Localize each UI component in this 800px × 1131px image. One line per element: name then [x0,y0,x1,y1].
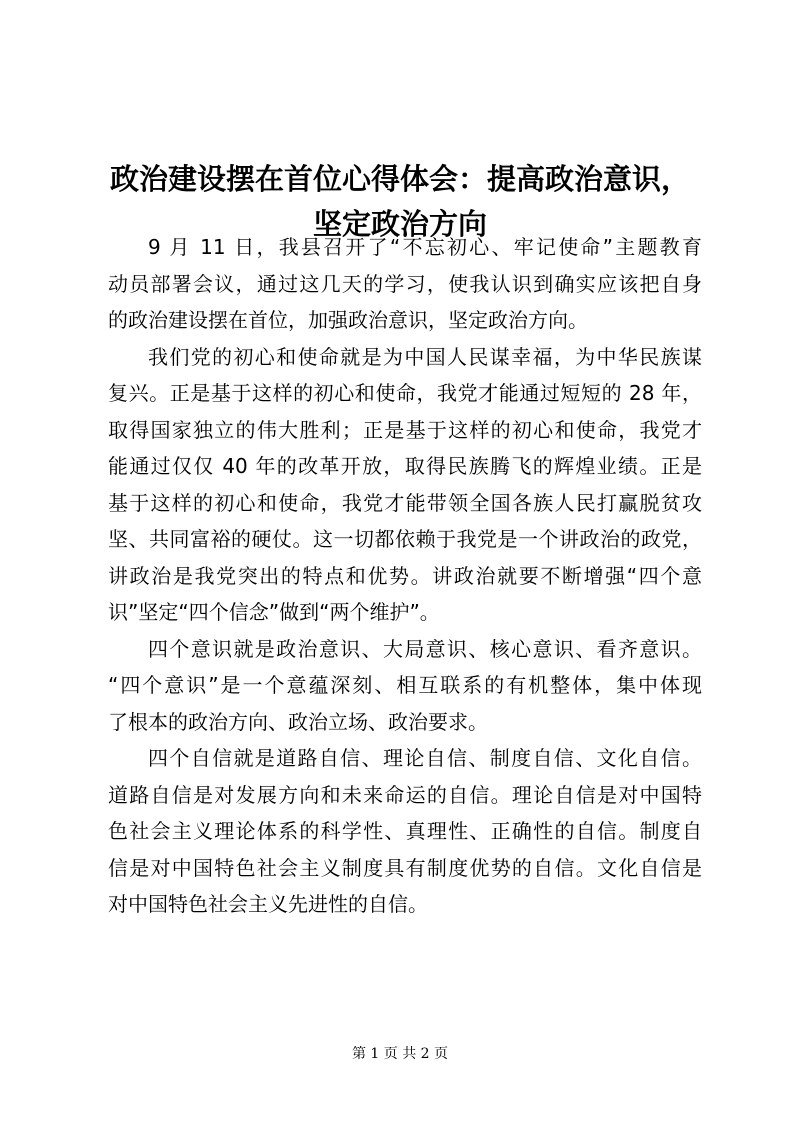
paragraph-line: 道路自信是对发展方向和未来命运的自信。理论自信是对中国特 [108,782,702,807]
paragraph [108,339,702,631]
document-body [108,229,702,923]
paragraph-line: 9 月 11 日，我县召开了“不忘初心、牢记使命”主题教育 [148,235,702,259]
paragraph-line: 色社会主义理论体系的科学性、真理性、正确性的自信。制度自 [108,819,702,843]
paragraph-line: 能通过仅仅 40 年的改革开放，取得民族腾飞的辉煌业绩。正是 [108,454,702,478]
paragraph-line: 基于这样的初心和使命，我党才能带领全国各族人民打赢脱贫攻 [108,490,702,515]
page-footer: 第 1 页 共 2 页 [351,1046,449,1062]
paragraph-line: 动员部署会议，通过这几天的学习，使我认识到确实应该把自身 [108,271,702,296]
paragraph-line: “四个意识”是一个意蕴深刻、相互联系的有机整体，集中体现 [108,673,702,697]
paragraph-line: 讲政治是我党突出的特点和优势。讲政治就要不断增强“四个意 [108,563,702,588]
paragraph [108,229,702,339]
title-line: 坚定政治方向 [312,207,487,242]
paragraph-line: 我们党的初心和使命就是为中国人民谋幸福，为中华民族谋 [148,344,702,369]
paragraph-line: 四个意识就是政治意识、大局意识、核心意识、看齐意识。 [148,636,702,661]
paragraph-line: 信是对中国特色社会主义制度具有制度优势的自信。文化自信是 [108,855,702,880]
paragraph-line: 复兴。正是基于这样的初心和使命，我党才能通过短短的 28 年， [108,381,702,405]
paragraph [108,740,702,923]
paragraph [108,631,702,741]
paragraph-line: 的政治建设摆在首位，加强政治意识，坚定政治方向。 [108,308,588,332]
paragraph-line: 对中国特色社会主义先进性的自信。 [108,892,428,916]
paragraph-line: 识”坚定“四个信念”做到“两个维护”。 [108,600,440,624]
paragraph-line: 四个自信就是道路自信、理论自信、制度自信、文化自信。 [148,746,702,770]
paragraph-line: 坚、共同富裕的硬仗。这一切都依赖于我党是一个讲政治的政党， [108,527,702,551]
paragraph-line: 了根本的政治方向、政治立场、政治要求。 [108,709,488,734]
title-line: 政治建设摆在首位心得体会：提高政治意识， [109,162,690,197]
paragraph-line: 取得国家独立的伟大胜利；正是基于这样的初心和使命，我党才 [108,417,702,442]
